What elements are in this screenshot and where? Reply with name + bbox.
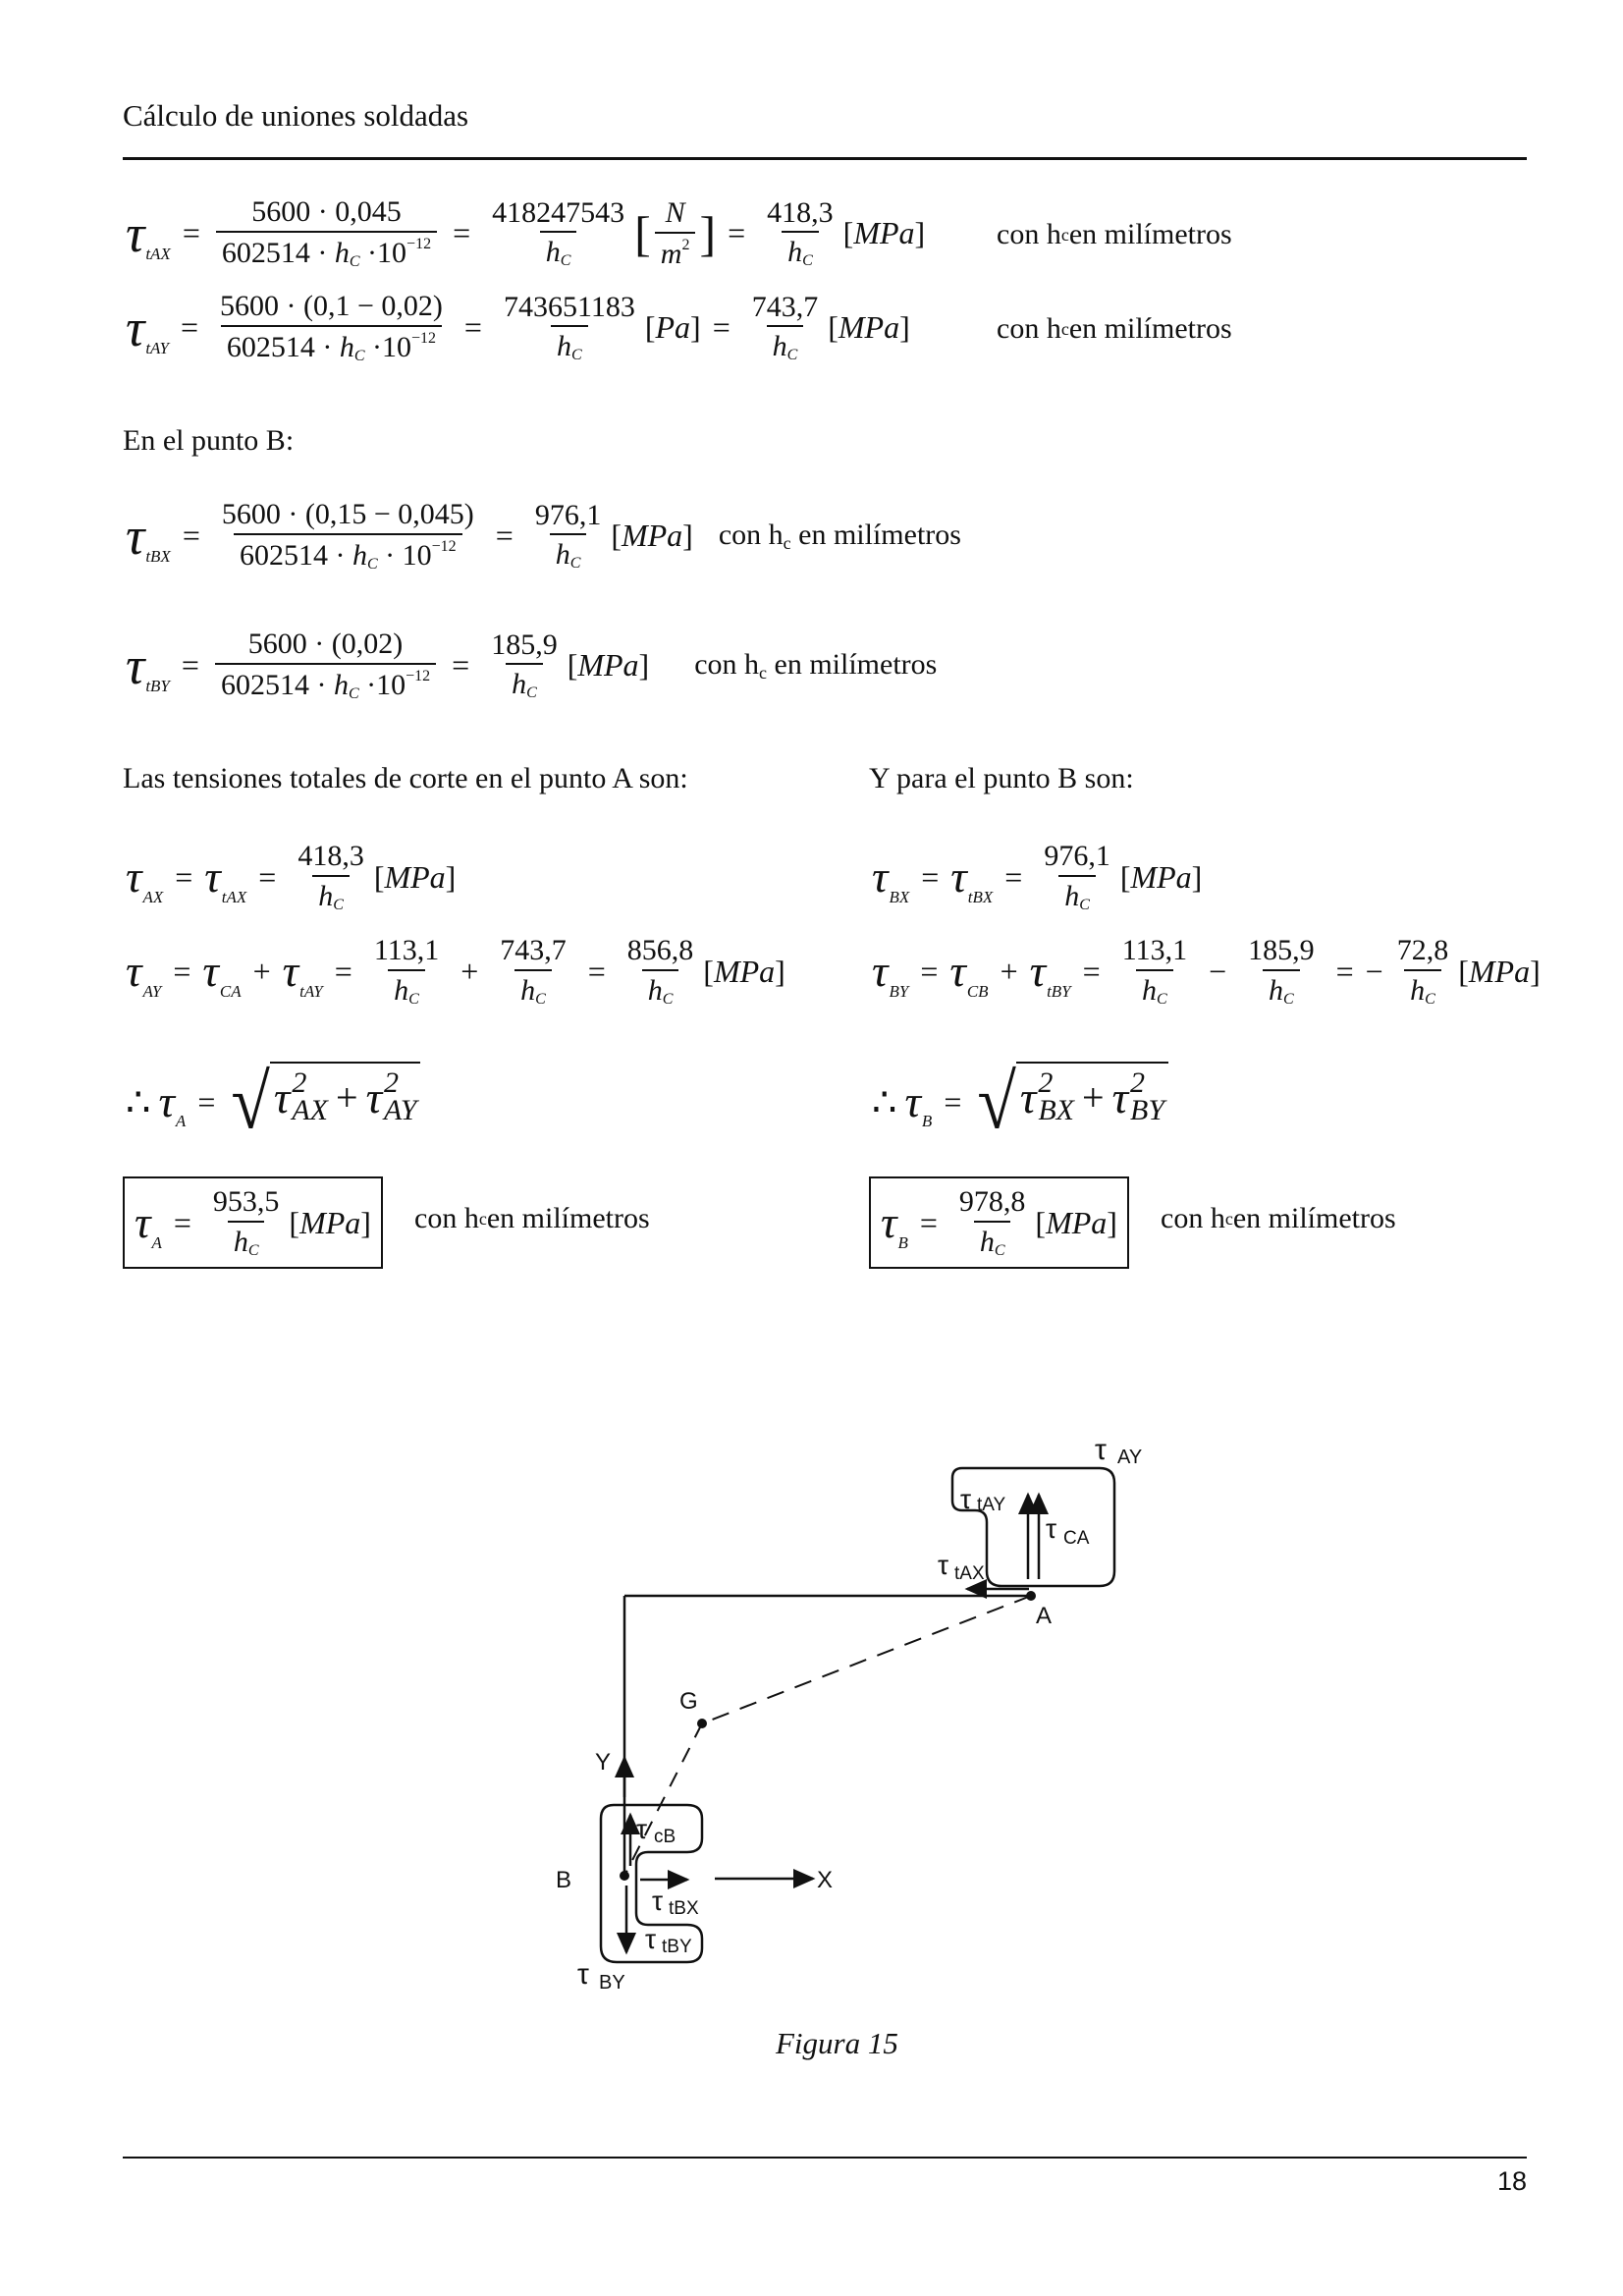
header-rule: [123, 157, 1527, 160]
equation-tau-by: τ BY = τ CB + τ tBY = $\frac{113,1}{hC}$ − $\frac{185,9}{hC}$ = − $\frac{72,8}{hC}$ [MPa]: [872, 934, 1541, 1008]
equation-tau-tby: τ tBY = $\frac{5600 \cdot (0,02)}{602514 \cdot hC \cdot 10^{-12}}$ = $\frac{185,9}{hC}$ [MPa] con hc en milímetros: [126, 628, 938, 702]
figure-caption: Figura 15: [776, 2026, 898, 2060]
label-tau-ca: CA: [1063, 1528, 1090, 1549]
text-total-point-a: Las tensiones totales de corte en el punto A son:: [123, 762, 688, 794]
svg-text:τ: τ: [577, 1958, 589, 1991]
equation-tau-b-root: ∴ τ B = √ τ 2 BX + τ 2 BY: [872, 1066, 1168, 1137]
text-total-point-b: Y para el punto B son:: [869, 762, 1134, 794]
equation-tau-tax: τ tAX = $\frac{5600 \cdot 0,045}{602514 \cdot hC \cdot 10^{-12}}$ = $\frac{418247543}{hC}$ [ $\frac{N}{m^2}$ ] = $\frac{418,3}{hC}$ [MPa]: [126, 195, 926, 270]
equation-tau-ax: τ AX = τ tAX = $\frac{418,3}{hC}$ [MPa]: [126, 840, 457, 913]
label-axis-y: Y: [595, 1749, 612, 1776]
tau-subscript: tAX: [145, 245, 171, 264]
svg-text:τ: τ: [1046, 1513, 1057, 1544]
page-number: 18: [1496, 2166, 1527, 2196]
tau-symbol: τ: [126, 203, 145, 263]
label-tau-tby: tBY: [662, 1937, 692, 1957]
result-box-tau-b: τ B = $\frac{978,8}{hC}$ [MPa]: [869, 1176, 1129, 1269]
note-hc-mm: con h c en milímetros: [997, 218, 1232, 250]
note-hc-mm: con h c en milímetros: [997, 312, 1232, 345]
label-point-g: G: [679, 1688, 698, 1715]
figure-15-diagram: [550, 1414, 1178, 2003]
footer-rule: [123, 2157, 1527, 2159]
point-g: [697, 1719, 707, 1728]
page-header-title: Cálculo de uniones soldadas: [123, 98, 469, 133]
label-tau-by: BY: [599, 1972, 625, 1994]
svg-text:τ: τ: [960, 1484, 972, 1514]
section-heading-punto-b: En el punto B:: [123, 424, 295, 457]
svg-text:τ: τ: [938, 1550, 949, 1580]
equation-tau-a-root: ∴ τ A = √ τ 2 AX + τ 2 AY: [126, 1066, 420, 1137]
fraction-numerator: 5600 · 0,045: [251, 195, 402, 228]
label-tau-cb: cB: [654, 1827, 676, 1847]
fraction-numerator: 418247543: [492, 195, 625, 229]
svg-text:τ: τ: [636, 1814, 648, 1844]
label-point-b: B: [556, 1867, 572, 1893]
point-a: [1026, 1591, 1036, 1601]
svg-text:τ: τ: [645, 1924, 657, 1954]
svg-text:τ: τ: [1095, 1434, 1107, 1466]
equation-tau-tbx: τ tBX = $\frac{5600 \cdot (0,15 - 0,045)}{602514 \cdot hC \cdot 10^{-12}}$ = $\frac{976,1}{hC}$ [MPa] con hc en milímetros: [126, 498, 961, 573]
fraction-denominator: 602514 · hC $\cdot 10^{-12}$: [216, 231, 437, 271]
equation-tau-ay: τ AY = τ CA + τ tAY = $\frac{113,1}{hC}$ + $\frac{743,7}{hC}$ = $\frac{856,8}{hC}$ [MPa]: [126, 934, 785, 1008]
label-tau-tax: tAX: [954, 1563, 985, 1584]
note-hc-mm: con h c en milímetros: [1161, 1202, 1396, 1234]
equation-tau-bx: τ BX = τ tBX = $\frac{976,1}{hC}$ [MPa]: [872, 840, 1203, 913]
label-point-a: A: [1036, 1603, 1053, 1629]
point-b: [620, 1871, 629, 1881]
label-tau-ay: AY: [1117, 1447, 1143, 1468]
result-box-tau-a: τ A = $\frac{953,5}{hC}$ [MPa]: [123, 1176, 383, 1269]
equation-tau-tay: τ tAY = $\frac{5600 \cdot (0,1 - 0,02)}{602514 \cdot hC \cdot 10^{-12}}$ = $\frac{743651183}{hC}$ [Pa] = $\frac{743,7}{hC}$ [MPa]: [126, 290, 910, 364]
dashed-line-a-g: [702, 1596, 1031, 1723]
label-axis-x: X: [817, 1867, 834, 1893]
label-tau-tbx: tBX: [669, 1898, 699, 1919]
note-hc-mm: con h c en milímetros: [414, 1202, 650, 1234]
label-tau-tay: tAY: [977, 1495, 1006, 1515]
svg-text:τ: τ: [652, 1886, 664, 1916]
fraction-numerator: 418,3: [767, 195, 834, 229]
